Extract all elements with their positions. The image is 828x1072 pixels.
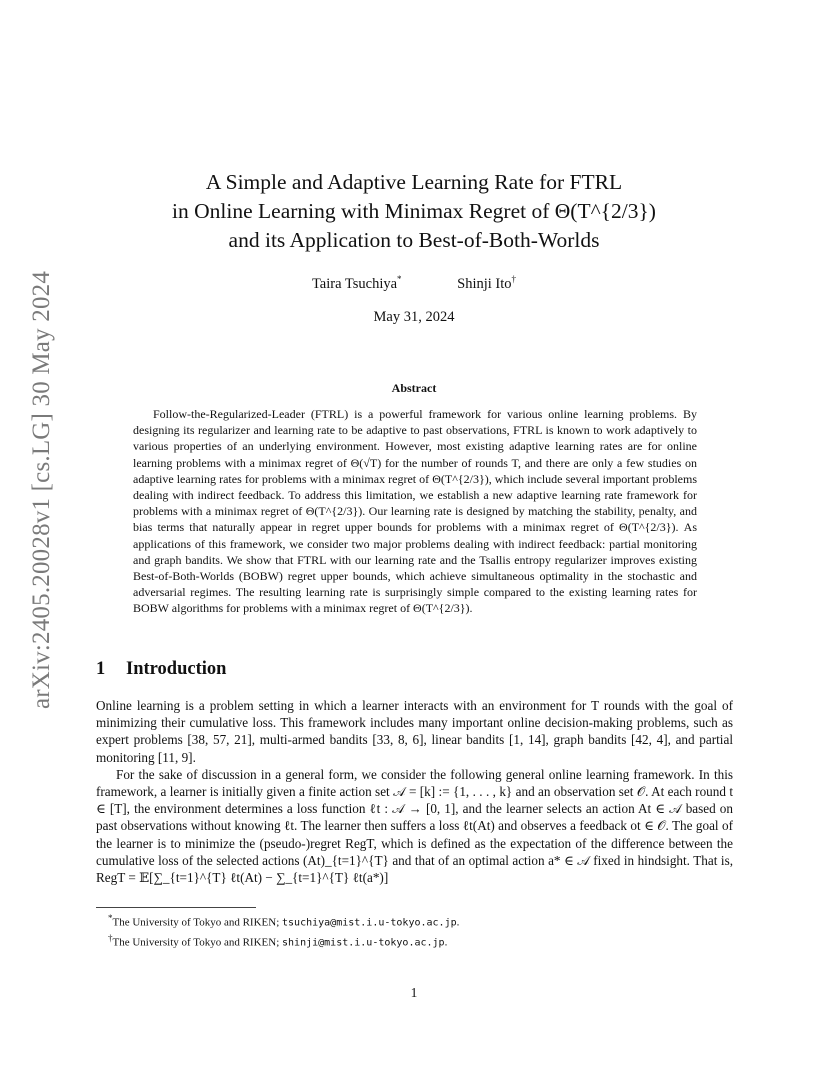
body-paragraph-1: Online learning is a problem setting in which a learner interacts with an environment for T rounds with the goal of minimizing their cumulative loss. This framework includes many important online decision-making problems, such as expert problems [38, 57, 21], multi-armed bandits [33, 8, 6], linear bandits [1, 14], graph bandits [42, 4], and partial monitoring [11, 9]. <box>96 698 733 765</box>
title-line-1: A Simple and Adaptive Learning Rate for FTRL <box>205 170 623 194</box>
body-paragraph-2: For the sake of discussion in a general form, we consider the following general online learning framework. In this framework, a learner is initially given a finite action set 𝒜 = [k] := {1, . . . , k} and an observation set 𝒪. At each round t ∈ [T], the environment determines a loss function ℓt : 𝒜 → [0, 1], and the learner selects an action At ∈ 𝒜 based on past observations without knowing ℓt. The learner then suffers a loss ℓt(At) and observes a feedback ot ∈ 𝒪. The goal of the learner is to minimize the (pseudo-)regret RegT, which is defined as the expectation of the difference between the cumulative loss of the selected actions (At)_{t=1}^{T} and that of an optimal action a* ∈ 𝒜 fixed in hindsight. That is, RegT = 𝔼[∑_{t=1}^{T} ℓt(At) − ∑_{t=1}^{T} ℓt(a*)] <box>96 766 733 886</box>
section-heading <box>96 659 226 680</box>
page-number: 1 <box>410 985 418 1000</box>
abstract-heading: Abstract <box>391 381 437 395</box>
arxiv-identifier: arXiv:2405.20028v1 [cs.LG] 30 May 2024 <box>28 270 55 710</box>
author-2: Shinji Ito† <box>457 274 517 292</box>
paper-title <box>120 168 708 255</box>
abstract-body <box>133 406 697 617</box>
footnotes <box>96 911 733 950</box>
body-text <box>96 697 733 886</box>
abstract-text: Follow-the-Regularized-Leader (FTRL) is a powerful framework for various online learning problems. By designing its regularizer and learning rate to be adaptive to past observations, FTRL is known to work adaptively to various properties of an underlying environment. However, most existing adaptive learning rates are for online learning problems with a minimax regret of Θ(√T) for the number of rounds T, and there are only a few studies on adaptive learning rates for problems with a minimax regret of Θ(T^{2/3}), which include several important problems dealing with indirect feedback. To address this limitation, we establish a new adaptive learning rate framework for problems with a minimax regret of Θ(T^{2/3}). Our learning rate is designed by matching the stability, penalty, and bias terms that naturally appear in regret upper bounds for problems with a minimax regret of Θ(T^{2/3}). As applications of this framework, we consider two major problems dealing with indirect feedback: partial monitoring and graph bandits. We show that FTRL with our learning rate and the Tsallis entropy regularizer improves existing Best-of-Both-Worlds (BOBW) regret upper bounds, which achieve simultaneous optimality in the stochastic and adversarial regimes. The resulting learning rate is surprisingly simple compared to the existing learning rates for BOBW algorithms for problems with a minimax regret of Θ(T^{2/3}). <box>133 407 697 616</box>
paper-date: May 31, 2024 <box>373 309 455 325</box>
footnote-divider <box>96 907 256 908</box>
footnote-1-email: tsuchiya@mist.i.u-tokyo.ac.jp <box>282 917 457 929</box>
footnote-2-email: shinji@mist.i.u-tokyo.ac.jp <box>282 937 445 949</box>
title-line-2: in Online Learning with Minimax Regret of Θ(T^{2/3}) <box>172 199 656 223</box>
section-number: 1 <box>96 659 106 679</box>
author-1: Taira Tsuchiya* <box>311 274 402 292</box>
author-list <box>0 274 828 293</box>
title-line-3: and its Application to Best-of-Both-Worlds <box>228 228 600 252</box>
footnote-2: †The University of Tokyo and RIKEN; shinji@mist.i.u-tokyo.ac.jp. <box>108 932 448 949</box>
section-title: Introduction <box>126 659 227 679</box>
footnote-1: *The University of Tokyo and RIKEN; tsuchiya@mist.i.u-tokyo.ac.jp. <box>108 913 460 929</box>
